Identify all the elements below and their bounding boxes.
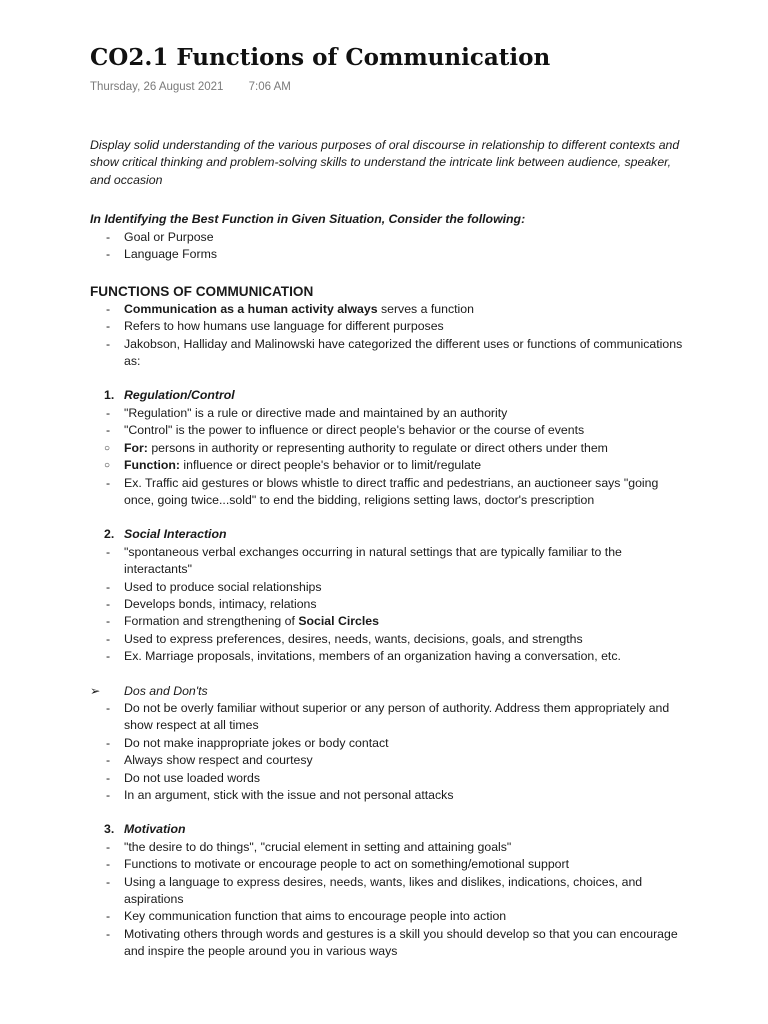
list-item: - Do not use loaded words [106, 770, 261, 785]
list-item: ○ For: persons in authority or representing authority to regulate or direct others under them [104, 440, 608, 455]
list-item: - "the desire to do things", "crucial element in setting and attaining goals" [106, 839, 512, 854]
list-item: - Communication as a human activity always serves a function [106, 301, 474, 316]
regulation-list [90, 405, 690, 509]
list-item: - Goal or Purpose [106, 229, 214, 244]
arrow-bullet-icon: ➢ [90, 683, 101, 698]
motivation-list [90, 839, 690, 961]
regulation-heading: 1. Regulation/Control [104, 388, 235, 403]
list-item: - Develops bonds, intimacy, relations [106, 596, 317, 611]
social-list [90, 544, 690, 666]
consider-heading: In Identifying the Best Function in Given Situation, Consider the following: [90, 212, 526, 227]
note-body [90, 137, 690, 961]
list-item: - Formation and strengthening of Social Circles [106, 614, 379, 629]
list-item: - Key communication function that aims to encourage people into action [106, 909, 507, 924]
list-item: - "Regulation" is a rule or directive made and maintained by an authority [106, 405, 508, 420]
dos-list [90, 700, 690, 804]
section-heading: FUNCTIONS OF COMMUNICATION [90, 284, 314, 300]
list-item: ○ Function: influence or direct people's behavior or to limit/regulate [104, 458, 482, 473]
intro-paragraph: Display solid understanding of the various purposes of oral discourse in relationship to different contexts and show critical thinking and problem-solving skills to understand the intricate link between audience, speaker, and occasion [90, 138, 680, 187]
dos-heading: ➢ Dos and Don'ts [90, 683, 690, 700]
functions-list [90, 301, 690, 371]
page-title: CO2.1 Functions of Communication [90, 44, 551, 71]
consider-list [90, 229, 690, 264]
list-item: - Ex. Traffic aid gestures or blows whistle to direct traffic and pedestrians, an auctioneer says "going once, going twice...sold" to end the bidding, religions setting laws, doctor's prescription [106, 475, 659, 507]
list-item: - Refers to how humans use language for different purposes [106, 319, 444, 334]
note-date: Thursday, 26 August 2021 [90, 81, 224, 93]
list-item: - Jakobson, Halliday and Malinowski have categorized the different uses or functions of communications as: [106, 336, 683, 369]
list-item: - Ex. Marriage proposals, invitations, members of an organization having a conversation, etc. [106, 649, 621, 664]
list-item: - Used to produce social relationships [106, 579, 322, 594]
list-item: - Always show respect and courtesy [106, 753, 313, 768]
list-item: - Used to express preferences, desires, needs, wants, decisions, goals, and strengths [106, 631, 583, 646]
motivation-heading: 3. Motivation [104, 822, 186, 837]
note-time: 7:06 AM [248, 81, 291, 93]
list-item: - Language Forms [106, 247, 217, 262]
social-heading: 2. Social Interaction [104, 527, 227, 542]
list-item: - "spontaneous verbal exchanges occurring in natural settings that are typically familiar to the interactants" [106, 544, 622, 577]
list-item: - In an argument, stick with the issue and not personal attacks [106, 788, 454, 802]
list-item: - Using a language to express desires, needs, wants, likes and dislikes, indications, choices, and aspirations [106, 874, 643, 907]
note-timestamp [90, 81, 291, 93]
list-item: - Do not make inappropriate jokes or body contact [106, 735, 389, 750]
list-item: - Motivating others through words and gestures is a skill you should develop so that you can encourage and inspire the people around you in various ways [106, 926, 678, 959]
list-item: - Functions to motivate or encourage people to act on something/emotional support [106, 857, 570, 872]
list-item: - "Control" is the power to influence or direct people's behavior or the course of events [106, 423, 585, 438]
list-item: - Do not be overly familiar without superior or any person of authority. Address them appropriately and show respect at all times [106, 700, 670, 733]
